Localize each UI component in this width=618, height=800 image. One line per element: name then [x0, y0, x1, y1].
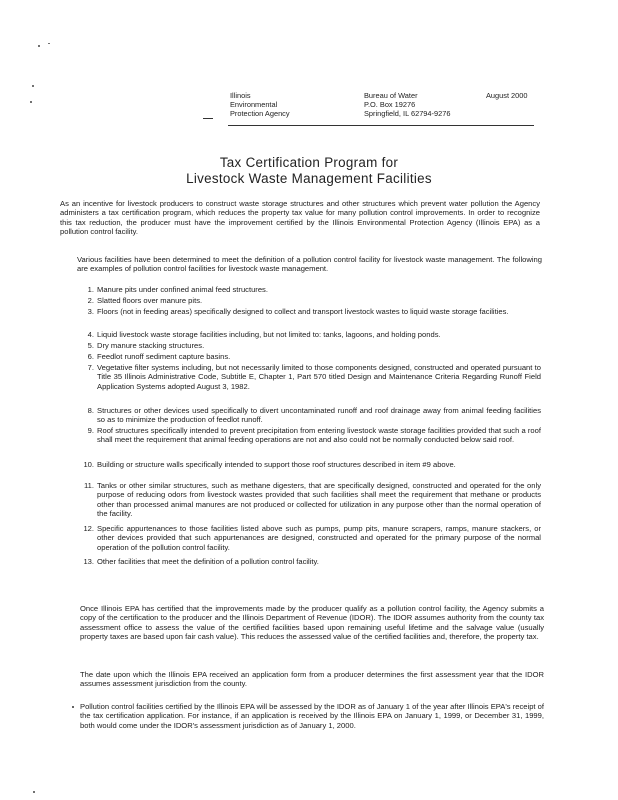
list-item: [83, 524, 541, 552]
list-item: [87, 330, 541, 339]
header-rule: [228, 125, 534, 126]
list-text: Vegetative filter systems including, but not necessarily limited to those components designed, constructed and operated pursuant to Title 35 Illinois Administrative Code, Subtitle E, Chapter 1, Part 570 titled Design and Maintenance Criteria Regarding Runoff Field Application Systems adopted August 3, 1982.: [97, 363, 541, 391]
assessment-year-paragraph: The date upon which the Illinois EPA received an application form from a producer determines the first assessment year that the IDOR assumes assessment jurisdiction from the county.: [80, 670, 544, 689]
title-line: Tax Certification Program for: [219, 155, 399, 170]
list-item: [87, 406, 541, 425]
list-text: Other facilities that meet the definition of a pollution control facility.: [97, 557, 319, 566]
scan-speck: [48, 43, 50, 44]
list-number: 7.: [87, 363, 94, 372]
list-item: [87, 341, 541, 350]
agency-line: Illinois: [230, 91, 251, 100]
list-number: 6.: [87, 352, 94, 361]
certification-paragraph: Once Illinois EPA has certified that the improvements made by the producer qualify as a pollution control facility, the Agency submits a copy of the certification to the producer and the Illinois Department of Revenue (IDOR). The IDOR assumes authority from the county tax assessment office to assess the value of the certified facilities based upon remaining useful lifetime and the salvage value (usually property taxes are based upon fair cash value). This reduces the assessed value of the certified facilities and, therefore, the property tax.: [80, 604, 544, 642]
list-item: [87, 296, 541, 305]
list-item: [87, 285, 541, 294]
address-line: Springfield, IL 62794-9276: [364, 109, 451, 118]
document-date: August 2000: [486, 91, 528, 100]
list-number: 2.: [87, 296, 94, 305]
list-item: [83, 460, 541, 469]
address-line: P.O. Box 19276: [364, 100, 416, 109]
list-number: 10.: [83, 460, 94, 469]
list-item: [87, 426, 541, 445]
scan-speck: [30, 101, 32, 103]
letterhead-dash: [203, 118, 213, 119]
scan-speck: [33, 791, 35, 793]
address-line: Bureau of Water: [364, 91, 418, 100]
list-item: [84, 481, 541, 519]
list-number: 3.: [87, 307, 94, 316]
list-number: 5.: [87, 341, 94, 350]
scan-speck: [32, 85, 34, 87]
list-item: [87, 363, 541, 391]
agency-line: Environmental: [230, 100, 278, 109]
list-text: Floors (not in feeding areas) specifically designed to collect and transport livestock wastes to liquid waste storage facilities.: [97, 307, 509, 316]
list-text: Slatted floors over manure pits.: [97, 296, 203, 305]
agency-address: [364, 91, 450, 118]
list-text: Manure pits under confined animal feed structures.: [97, 285, 268, 294]
agency-name: [230, 91, 290, 118]
scan-speck: [38, 45, 40, 47]
list-text: Structures or other devices used specifically to divert uncontaminated runoff and roof drainage away from animal feeding facilities so as to minimize the production of feedlot runoff.: [97, 406, 541, 425]
list-number: 9.: [87, 426, 94, 435]
facilities-intro-paragraph: Various facilities have been determined to meet the definition of a pollution control facility for livestock waste management. The following are examples of pollution control facilities for livestock waste management.: [77, 255, 542, 274]
list-text: Roof structures specifically intended to prevent precipitation from entering livestock waste storage facilities provided that such a roof shall meet the requirement that animal feeding operations are not and also could not be normally conducted below said roof.: [97, 426, 541, 445]
list-text: Tanks or other similar structures, such as methane digesters, that are specifically designed, constructed and operated for the only purpose of reducing odors from livestock wastes provided that such facilities shall meet the requirement that methane or products other than processed animal manures are not produced or collected for utilization in any purpose other than the normal operation of the facility.: [97, 481, 541, 519]
assessment-date-paragraph: Pollution control facilities certified by the Illinois EPA will be assessed by the IDOR as of January 1 of the year after Illinois EPA's receipt of the tax certification application. For instance, if an application is received by the Illinois EPA on January 1, 1999, or December 31, 1999, both would come under the IDOR's assessment jurisdiction as of January 1, 2000.: [80, 702, 544, 730]
title-line: Livestock Waste Management Facilities: [186, 171, 432, 186]
list-number: 13.: [83, 557, 94, 566]
intro-paragraph: As an incentive for livestock producers to construct waste storage structures and other structures which prevent water pollution the Agency administers a tax certification program, which reduces the property tax value for many pollution control improvements. In order to recognize this tax reduction, the producer must have the improvement certified by the Illinois Environmental Protection Agency (Illinois EPA) as a pollution control facility.: [60, 199, 540, 237]
list-item: [83, 557, 541, 566]
list-number: 11.: [84, 481, 94, 490]
list-text: Dry manure stacking structures.: [97, 341, 205, 350]
document-title: [0, 155, 618, 187]
list-item: [87, 352, 541, 361]
list-item: [87, 307, 541, 316]
list-number: 8.: [87, 406, 94, 415]
agency-line: Protection Agency: [230, 109, 290, 118]
list-text: Specific appurtenances to those facilities listed above such as pumps, pump pits, manure scrapers, ramps, manure stackers, or other devices provided that such appurtenances are designed, constructed and operated for the primary purpose of the normal operation of the pollution control facility.: [97, 524, 541, 552]
list-text: Building or structure walls specifically intended to support those roof structures described in item #9 above.: [97, 460, 456, 469]
list-text: Feedlot runoff sediment capture basins.: [97, 352, 231, 361]
list-number: 4.: [87, 330, 94, 339]
bullet-dot: [72, 706, 74, 708]
list-number: 1.: [87, 285, 94, 294]
list-number: 12.: [83, 524, 94, 533]
list-text: Liquid livestock waste storage facilities including, but not limited to: tanks, lagoons, and holding ponds.: [97, 330, 441, 339]
